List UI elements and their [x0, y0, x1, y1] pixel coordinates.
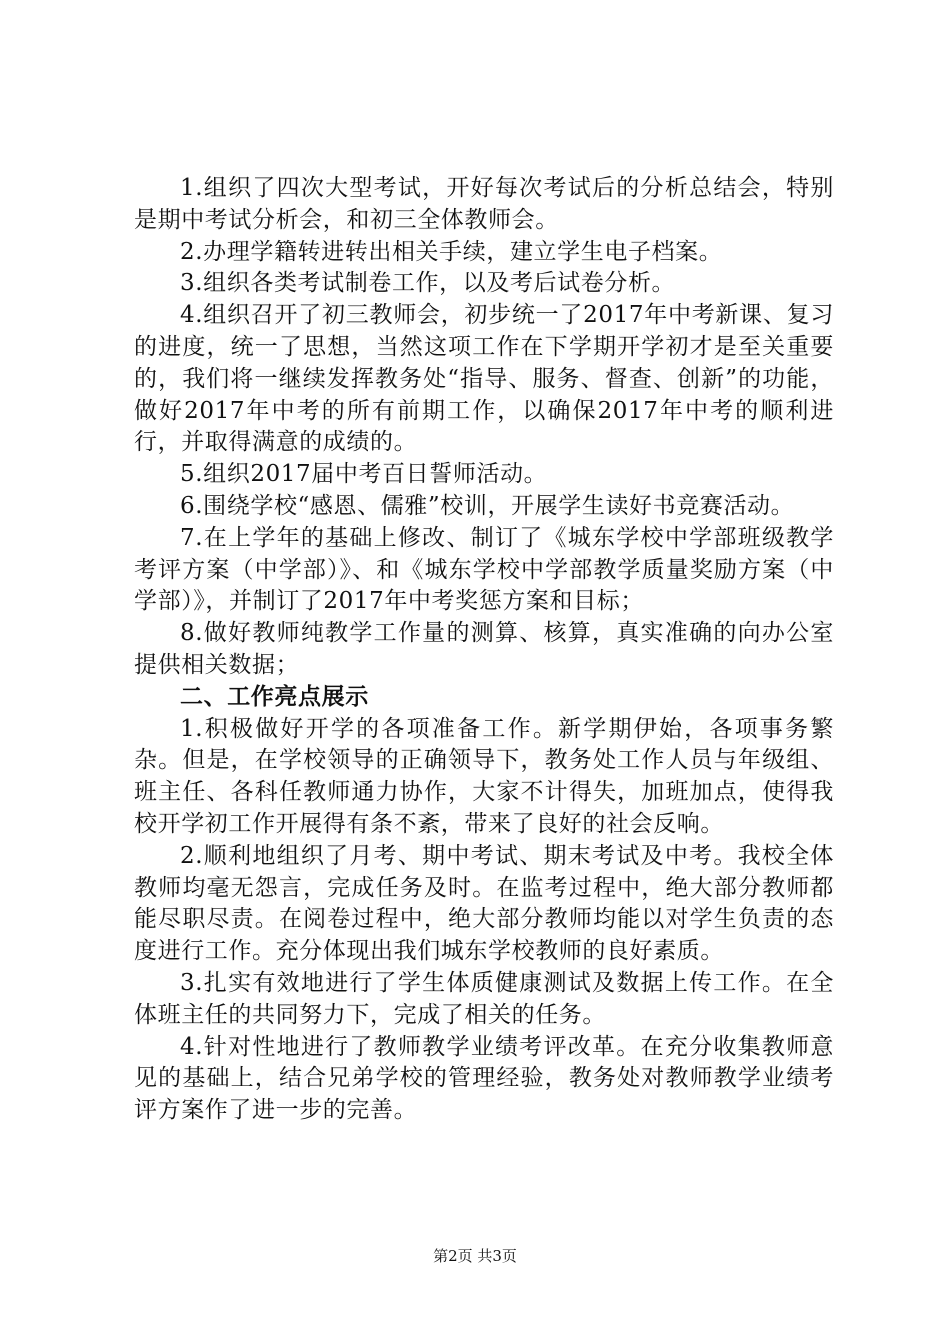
section-heading: 二、工作亮点展示	[180, 683, 369, 710]
paragraph: 3.扎实有效地进行了学生体质健康测试及数据上传工作。在全体班主任的共同努力下，完成了相关的任务。	[134, 969, 834, 1028]
paragraph: 5.组织2017届中考百日誓师活动。	[180, 461, 548, 488]
document-body	[134, 173, 834, 1127]
paragraph: 4.组织召开了初三教师会，初步统一了2017年中考新课、复习的进度，统一了思想，当然这项工作在下学期开学初才是至关重要的，我们将一继续发挥教务处“指导、服务、督查、创新”的功能，做好2017年中考的所有前期工作，以确保2017年中考的顺利进行，并取得满意的成绩的。	[134, 302, 834, 456]
paragraph: 4.针对性地进行了教师教学业绩考评改革。在充分收集教师意见的基础上，结合兄弟学校的管理经验，教务处对教师教学业绩考评方案作了进一步的完善。	[134, 1033, 834, 1124]
paragraph: 1.组织了四次大型考试，开好每次考试后的分析总结会，特别是期中考试分析会，和初三全体教师会。	[134, 175, 834, 233]
paragraph: 1.积极做好开学的各项准备工作。新学期伊始，各项事务繁杂。但是，在学校领导的正确领导下，教务处工作人员与年级组、班主任、各科任教师通力协作，大家不计得失，加班加点，使得我校开学初工作开展得有条不紊，带来了良好的社会反响。	[134, 715, 834, 837]
paragraph: 8.做好教师纯教学工作量的测算、核算，真实准确的向办公室提供相关数据；	[134, 620, 834, 678]
page-footer: 第2页 共3页	[433, 1247, 517, 1265]
paragraph: 6.围绕学校“感恩、儒雅”校训，开展学生读好书竞赛活动。	[180, 492, 795, 519]
paragraph: 7.在上学年的基础上修改、制订了《城东学校中学部班级教学考评方案（中学部）》、和《城东学校中学部教学质量奖励方案（中学部）》，并制订了2017年中考奖惩方案和目标；	[134, 524, 834, 615]
paragraph: 2.顺利地组织了月考、期中考试、期末考试及中考。我校全体教师均毫无怨言，完成任务及时。在监考过程中，绝大部分教师都能尽职尽责。在阅卷过程中，绝大部分教师均能以对学生负责的态度进行工作。充分体现出我们城东学校教师的良好素质。	[134, 842, 834, 965]
paragraph: 3.组织各类考试制卷工作，以及考后试卷分析。	[180, 270, 676, 297]
paragraph: 2.办理学籍转进转出相关手续，建立学生电子档案。	[180, 238, 723, 265]
